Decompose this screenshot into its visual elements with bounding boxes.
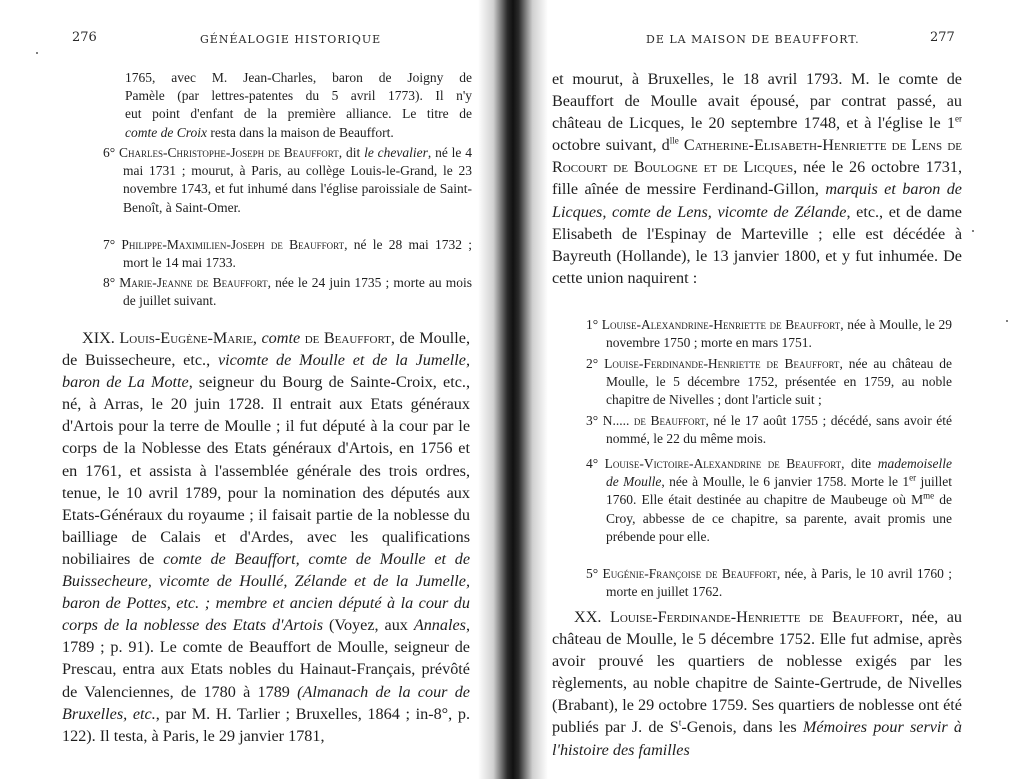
child-epithet: mademoiselle de Moulle (606, 456, 953, 490)
section-italic-2: comte de Beauffort, comte de Moulle et de Buissecheure, vicomte de Houllé, Zélande et de la Jumelle, baron de Pottes, etc. ; membre et ancien député à la cour du corps de la noblesse des Etats d'Artois (62, 549, 471, 635)
child-number: 7° (103, 237, 116, 252)
page-number-right: 277 (930, 30, 955, 45)
child-item-6 (103, 144, 472, 217)
section-text-4: , 1789 ; p. 91). Le comte de Beauffort de Moulle, seigneur de Prescau, entra aux Etats nobles du Hainaut-Français, prévôté de Valenciennes, de 1780 à 1789 (62, 616, 471, 701)
child-name: Louise-Alexandrine-Henriette de Beauffort (601, 317, 841, 332)
child-dit: , dite (841, 456, 878, 471)
continuation-paragraph-left (125, 69, 472, 142)
child-number: 2° (586, 356, 599, 371)
scan-speck (1006, 320, 1008, 322)
child-item-1 (586, 316, 953, 352)
child-text: , né le 28 mai 1732 ; mort le 14 mai 1733. (123, 237, 472, 271)
continuation-line-2: Pamèle (par lettres-patentes du 5 avril 1773). Il n'y (125, 88, 472, 104)
continuation-line-4-rest: resta dans la maison de Beauffort. (206, 124, 394, 140)
superscript-er: er (909, 472, 917, 483)
section-italic-3: Annales (413, 616, 466, 635)
section-text-3: (Voyez, aux (323, 616, 408, 635)
section-family-name: de Beauffort (304, 329, 391, 347)
section-text-1: , née, au château de Moulle, le 5 décembre 1752. Elle fut admise, après avoir prouvé les quartiers de noblesse exigés par les règlements, au noble chapitre de Sainte-Gertrude, de Nivelles (Brabant), le 29 octobre 1759. Ses quartiers de noblesse ont été publiés par J. de S (552, 608, 962, 737)
section-italic-1: Mémoires pour servir à l'histoire des familles (552, 718, 963, 759)
scan-speck (36, 52, 38, 54)
child-name: Charles-Christophe-Joseph de Beauffort (119, 145, 339, 160)
section-text-5: , par M. H. Tarlier ; Bruxelles, 1864 ; in-8°, p. 122). Il testa, à Paris, le 29 janvier 1781, (62, 704, 470, 745)
child-number: 6° (103, 145, 116, 160)
section-person-name: Louis-Eugène-Marie, (119, 329, 257, 347)
child-name: Eugénie-Françoise de Beauffort (602, 566, 777, 581)
child-number: 3° (586, 413, 599, 428)
running-head-right: DE LA MAISON DE BEAUFFORT. (646, 33, 860, 46)
continuation-text-3: , née le 26 octobre 1731, fille aînée de messire Ferdinand-Gillon, (552, 158, 962, 199)
child-number: 1° (586, 317, 599, 332)
child-text: , née le 24 juin 1735 ; morte au mois de juillet suivant. (123, 275, 473, 309)
superscript-me: me (923, 490, 935, 501)
child-number: 4° (586, 456, 599, 471)
child-name: Philippe-Maximilien-Joseph de Beauffort (121, 237, 345, 252)
section-numeral: XIX. (82, 329, 115, 347)
child-text: , né le 4 mai 1731 ; mourut, à Paris, au collège Louis-le-Grand, le 23 novembre 1743, et fut inhumé dans l'église paroissiale de Saint-Benoît, à Saint-Omer. (123, 145, 472, 215)
section-xx (552, 606, 962, 761)
left-page (0, 0, 500, 779)
scan-speck (972, 230, 974, 232)
child-item-3 (586, 412, 953, 448)
child-number: 8° (103, 275, 116, 290)
continuation-line-1: 1765, avec M. Jean-Charles, baron de Joigny de (125, 70, 472, 85)
child-number: 5° (586, 566, 599, 581)
child-item-7 (103, 236, 472, 272)
child-text: , née, à Paris, le 10 avril 1760 ; morte en juillet 1762. (606, 566, 952, 600)
continuation-text-2: octobre suivant, d (552, 136, 670, 155)
child-item-2 (586, 355, 953, 410)
continuation-text-4: , etc., et de dame Elisabeth de l'Espinay de Marteville ; elle est décédée à Bayreuth (Hollande), le 13 janvier 1800, et y fut inhumée. De cette union naquirent : (552, 202, 962, 287)
section-person-name: Louise-Ferdinande-Henriette de Beauffort (609, 608, 900, 626)
continuation-italic-1: marquis et baron de Licques, comte de Lens, vicomte de Zélande (552, 180, 962, 221)
section-italic-1: vicomte de Moulle et de la Jumelle, baron de La Motte (62, 351, 470, 392)
child-item-4 (586, 455, 953, 546)
child-text: , née à Moulle, le 29 novembre 1750 ; morte en mars 1751. (606, 317, 953, 351)
spouse-name: Catherine-Elisabeth-Henriette de Lens de Rocourt de Boulogne et de Licques (552, 136, 962, 177)
page-number-left: 276 (72, 30, 97, 45)
continuation-paragraph-right (552, 68, 962, 289)
child-text-b: juillet 1760. Elle était destinée au chapitre de Maubeuge où M (606, 474, 953, 508)
section-text-2: -Genois, dans les (681, 718, 803, 737)
superscript-t: t (678, 718, 682, 729)
child-name: Louise-Ferdinande-Henriette de Beauffort (604, 356, 840, 371)
child-epithet: le chevalier (364, 145, 428, 160)
child-item-5 (586, 565, 952, 601)
child-text-c: de Croy, abbesse de ce chapitre, sa parente, avait promis une prébende pour elle. (606, 492, 952, 544)
child-name: Marie-Jeanne de Beauffort (119, 275, 268, 290)
child-text: , né le 17 août 1755 ; décédé, sans avoir été nommé, le 22 du même mois. (606, 413, 953, 447)
right-page (512, 0, 1024, 779)
continuation-line-3: eut point d'enfant de la première alliance. Le titre de (125, 106, 472, 122)
superscript-lle: lle (669, 135, 679, 146)
section-text-2: , seigneur du Bourg de Sainte-Croix, etc., né, à Arras, le 20 juin 1728. Il entrait aux Etats généraux d'Artois pour la terre de Moulle ; il fut député à la cour par le corps de la Noblesse des Etats généraux d'Artois, en 1756 et en 1761, et assista à l'assemblée générale des trois ordres, tenue, le 10 avril 1789, pour la nomination des députés aux Etats-Généraux du royaume ; il faisait partie de la noblesse du bailliage de Calais et d'Ardes, avec les qualifications nobiliaires de (62, 373, 470, 568)
child-dit: , dit (338, 145, 365, 160)
child-item-8 (103, 274, 473, 310)
section-text-1: , de Moulle, de Buissecheure, etc., (62, 329, 471, 370)
child-text: , née au château de Moulle, le 5 décembre 1752, présentée en 1759, au noble chapitre de Nivelles ; dont l'article suit ; (606, 356, 953, 408)
superscript-er: er (955, 113, 962, 124)
comte-de-croix-italic: comte de Croix (125, 124, 207, 140)
section-xix (62, 327, 470, 747)
section-title-comte: comte (261, 329, 301, 347)
continuation-text-1: et mourut, à Bruxelles, le 18 avril 1793. M. le comte de Beauffort de Moulle avait épousé, par contrat passé, au château de Licques, le 20 septembre 1748, et à l'église le 1 (552, 70, 962, 133)
section-numeral: XX. (574, 608, 602, 626)
continuation-line-4 (125, 124, 472, 142)
child-name: Louise-Victoire-Alexandrine de Beauffort (604, 456, 842, 471)
running-head-left: GÉNÉALOGIE HISTORIQUE (200, 33, 382, 46)
child-text-a: , née à Moulle, le 6 janvier 1758. Morte le 1 (661, 474, 910, 490)
section-italic-4: (Almanach de la cour de Bruxelles, etc. (62, 682, 470, 723)
child-name: N..... de Beauffort (602, 413, 706, 428)
